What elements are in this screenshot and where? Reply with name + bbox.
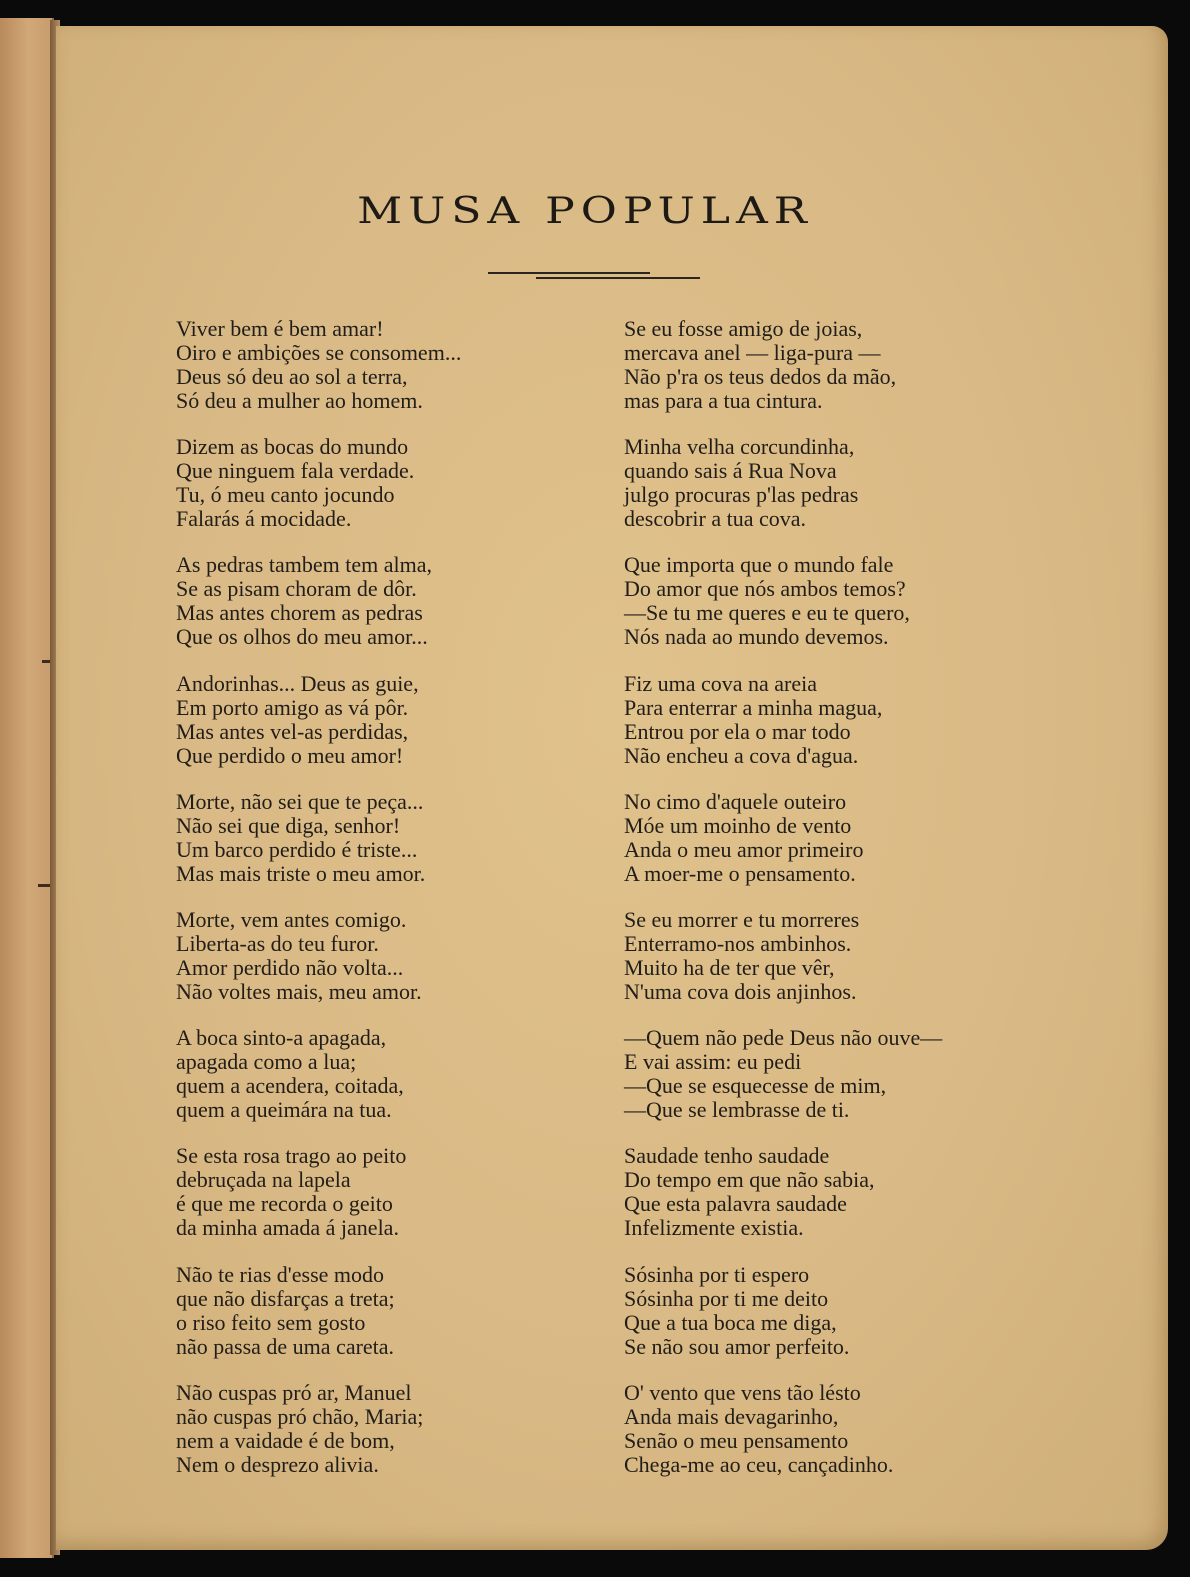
verse-line: Não sei que diga, senhor! bbox=[176, 812, 401, 838]
verse-line: Mas antes vel-as perdidas, bbox=[176, 718, 409, 744]
stanza bbox=[176, 908, 586, 1004]
stanza bbox=[624, 553, 1044, 649]
verse-line: Chega-me ao ceu, cançadinho. bbox=[624, 1451, 894, 1477]
stanza bbox=[176, 553, 586, 649]
verse-line: Que esta palavra saudade bbox=[624, 1191, 847, 1217]
verse-line: Um barco perdido é triste... bbox=[176, 836, 418, 862]
verse-line: Sósinha por ti me deito bbox=[624, 1285, 829, 1311]
verse-line: Morte, não sei que te peça... bbox=[176, 788, 424, 814]
verse-line: não passa de uma careta. bbox=[176, 1333, 395, 1359]
verse-line: Não encheu a cova d'agua. bbox=[624, 742, 859, 768]
verse-line: N'uma cova dois anjinhos. bbox=[624, 978, 857, 1004]
verse-line: o riso feito sem gosto bbox=[176, 1309, 366, 1335]
verse-line: Que importa que o mundo fale bbox=[624, 552, 894, 578]
verse-line: Móe um moinho de vento bbox=[624, 812, 852, 838]
title-divider bbox=[488, 272, 700, 280]
verse-line: julgo procuras p'las pedras bbox=[624, 482, 859, 508]
verse-line: E vai assim: eu pedi bbox=[624, 1049, 802, 1075]
stanza bbox=[624, 672, 1044, 768]
verse-line: Se não sou amor perfeito. bbox=[624, 1333, 850, 1359]
verse-line: Se eu fosse amigo de joias, bbox=[624, 316, 863, 341]
verse-line: Do amor que nós ambos temos? bbox=[624, 576, 906, 602]
stanza bbox=[624, 1026, 1044, 1122]
stanza bbox=[176, 317, 586, 413]
verse-line: —Que se esquecesse de mim, bbox=[624, 1073, 887, 1099]
stanza bbox=[624, 1144, 1044, 1240]
verse-line: —Que se lembrasse de ti. bbox=[624, 1097, 850, 1123]
verse-line: Enterramo-nos ambinhos. bbox=[624, 930, 852, 956]
verse-line: Amor perdido não volta... bbox=[176, 954, 404, 980]
verse-line: quando sais á Rua Nova bbox=[624, 458, 837, 484]
verse-line: apagada como a lua; bbox=[176, 1049, 357, 1075]
verse-line: As pedras tambem tem alma, bbox=[176, 552, 432, 578]
verse-line: —Quem não pede Deus não ouve— bbox=[624, 1025, 943, 1051]
stanza bbox=[624, 435, 1044, 531]
left-poem-column bbox=[176, 317, 586, 1499]
verse-line: —Se tu me queres e eu te quero, bbox=[624, 600, 910, 626]
verse-line: Que ninguem fala verdade. bbox=[176, 458, 415, 484]
verse-line: Entrou por ela o mar todo bbox=[624, 718, 851, 744]
verse-line: Se eu morrer e tu morreres bbox=[624, 906, 860, 932]
divider-rule bbox=[536, 277, 700, 279]
verse-line: Liberta-as do teu furor. bbox=[176, 930, 379, 956]
stanza bbox=[624, 1381, 1044, 1477]
verse-line: A moer-me o pensamento. bbox=[624, 860, 856, 886]
stanza bbox=[624, 790, 1044, 886]
verse-line: nem a vaidade é de bom, bbox=[176, 1427, 395, 1453]
verse-line: A boca sinto-a apagada, bbox=[176, 1025, 387, 1051]
verse-line: Só deu a mulher ao homem. bbox=[176, 388, 423, 413]
verse-line: Minha velha corcundinha, bbox=[624, 434, 855, 460]
verse-line: Mas antes chorem as pedras bbox=[176, 600, 423, 626]
verse-line: Senão o meu pensamento bbox=[624, 1427, 849, 1453]
page-title: MUSA POPULAR bbox=[357, 190, 813, 232]
verse-line: Para enterrar a minha magua, bbox=[624, 694, 883, 720]
verse-line: Nem o desprezo alivia. bbox=[176, 1451, 379, 1477]
verse-line: Do tempo em que não sabia, bbox=[624, 1167, 875, 1193]
verse-line: não cuspas pró chão, Maria; bbox=[176, 1403, 424, 1429]
verse-line: Anda mais devagarinho, bbox=[624, 1403, 839, 1429]
verse-line: quem a acendera, coitada, bbox=[176, 1073, 404, 1099]
verse-line: No cimo d'aquele outeiro bbox=[624, 788, 847, 814]
verse-line: que não disfarças a treta; bbox=[176, 1285, 395, 1311]
verse-line: Morte, vem antes comigo. bbox=[176, 906, 407, 932]
stanza bbox=[176, 1263, 586, 1359]
verse-line: Fiz uma cova na areia bbox=[624, 670, 818, 696]
divider-rule bbox=[488, 272, 650, 274]
verse-line: quem a queimára na tua. bbox=[176, 1097, 392, 1123]
verse-line: Deus só deu ao sol a terra, bbox=[176, 364, 408, 389]
stanza bbox=[624, 1263, 1044, 1359]
stanza bbox=[176, 672, 586, 768]
right-poem-column bbox=[624, 317, 1044, 1499]
stanza bbox=[624, 908, 1044, 1004]
verse-line: Tu, ó meu canto jocundo bbox=[176, 482, 395, 508]
stanza bbox=[176, 435, 586, 531]
verse-line: Dizem as bocas do mundo bbox=[176, 434, 409, 460]
verse-line: Viver bem é bem amar! bbox=[176, 316, 384, 341]
verse-line: Oiro e ambições se consomem... bbox=[176, 340, 462, 365]
verse-line: Andorinhas... Deus as guie, bbox=[176, 670, 419, 696]
verse-line: Não te rias d'esse modo bbox=[176, 1261, 385, 1287]
verse-line: Não cuspas pró ar, Manuel bbox=[176, 1379, 412, 1405]
verse-line: Nós nada ao mundo devemos. bbox=[624, 624, 889, 650]
facing-page-edge bbox=[0, 18, 54, 1558]
verse-line: é que me recorda o geito bbox=[176, 1191, 393, 1217]
stanza bbox=[624, 317, 1044, 413]
stanza bbox=[176, 790, 586, 886]
verse-line: Se as pisam choram de dôr. bbox=[176, 576, 417, 602]
verse-line: debruçada na lapela bbox=[176, 1167, 351, 1193]
verse-line: Mas mais triste o meu amor. bbox=[176, 860, 426, 886]
verse-line: Saudade tenho saudade bbox=[624, 1143, 830, 1169]
verse-line: Que os olhos do meu amor... bbox=[176, 624, 428, 650]
verse-line: Infelizmente existia. bbox=[624, 1215, 804, 1241]
verse-line: Em porto amigo as vá pôr. bbox=[176, 694, 409, 720]
verse-line: Que a tua boca me diga, bbox=[624, 1309, 837, 1335]
verse-line: Sósinha por ti espero bbox=[624, 1261, 810, 1287]
verse-line: O' vento que vens tão lésto bbox=[624, 1379, 861, 1405]
verse-line: Que perdido o meu amor! bbox=[176, 742, 404, 768]
verse-line: mercava anel — liga-pura — bbox=[624, 340, 881, 365]
verse-line: mas para a tua cintura. bbox=[624, 388, 823, 413]
stanza bbox=[176, 1026, 586, 1122]
verse-line: Se esta rosa trago ao peito bbox=[176, 1143, 407, 1169]
verse-line: Muito ha de ter que vêr, bbox=[624, 954, 835, 980]
verse-line: Falarás á mocidade. bbox=[176, 506, 352, 532]
stanza bbox=[176, 1144, 586, 1240]
verse-line: descobrir a tua cova. bbox=[624, 506, 807, 532]
verse-line: Não voltes mais, meu amor. bbox=[176, 978, 422, 1004]
stanza bbox=[176, 1381, 586, 1477]
verse-line: Não p'ra os teus dedos da mão, bbox=[624, 364, 897, 389]
verse-line: Anda o meu amor primeiro bbox=[624, 836, 864, 862]
verse-line: da minha amada á janela. bbox=[176, 1215, 399, 1241]
